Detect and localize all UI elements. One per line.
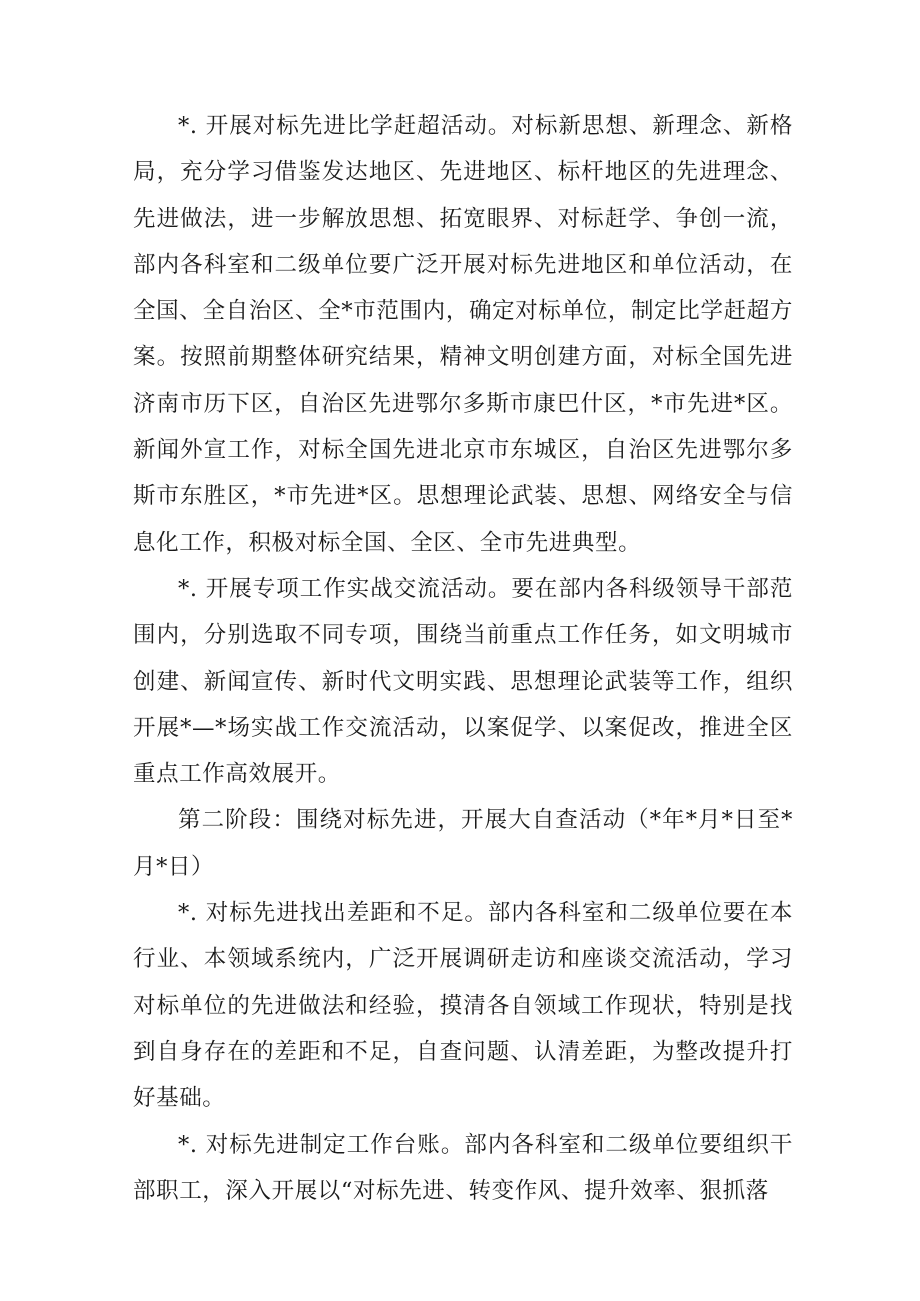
paragraph-work-ledger: *. 对标先进制定工作台账。部内各科室和二级单位要组织干部职工，深入开展以“对标先进、转变作风、提升效率、狠抓落 — [133, 1131, 793, 1204]
paragraph-find-gaps: *. 对标先进找出差距和不足。部内各科室和二级单位要在本行业、本领域系统内，广泛开展调研走访和座谈交流活动，学习对标单位的先进做法和经验，摸清各自领域工作现状，特别是找到自身存在的差距和不足，自查问题、认清差距，为整改提升打好基础。 — [133, 900, 793, 1112]
paragraph-stage-two-heading: 第二阶段：围绕对标先进，开展大自查活动（*年*月*日至*月*日） — [133, 807, 793, 880]
paragraph-practical-exchange: *. 开展专项工作实战交流活动。要在部内各科级领导干部范围内，分别选取不同专项，围绕当前重点工作任务，如文明城市创建、新闻宣传、新时代文明实践、思想理论武装等工作，组织开展*—*场实战工作交流活动，以案促学、以案促改，推进全区重点工作高效展开。 — [133, 575, 793, 788]
paragraph-benchmark-activity: *. 开展对标先进比学赶超活动。对标新思想、新理念、新格局，充分学习借鉴发达地区、先进地区、标杆地区的先进理念、先进做法，进一步解放思想、拓宽眼界、对标赶学、争创一流，部内各科室和二级单位要广泛开展对标先进地区和单位活动，在全国、全自治区、全*市范围内，确定对标单位，制定比学赶超方案。按照前期整体研究结果，精神文明创建方面，对标全国先进济南市历下区，自治区先进鄂尔多斯市康巴什区，*市先进*区。新闻外宣工作，对标全国先进北京市东城区，自治区先进鄂尔多斯市东胜区，*市先进*区。思想理论武装、思想、网络安全与信息化工作，积极对标全国、全区、全市先进典型。 — [133, 113, 793, 556]
document-body — [133, 103, 793, 1214]
